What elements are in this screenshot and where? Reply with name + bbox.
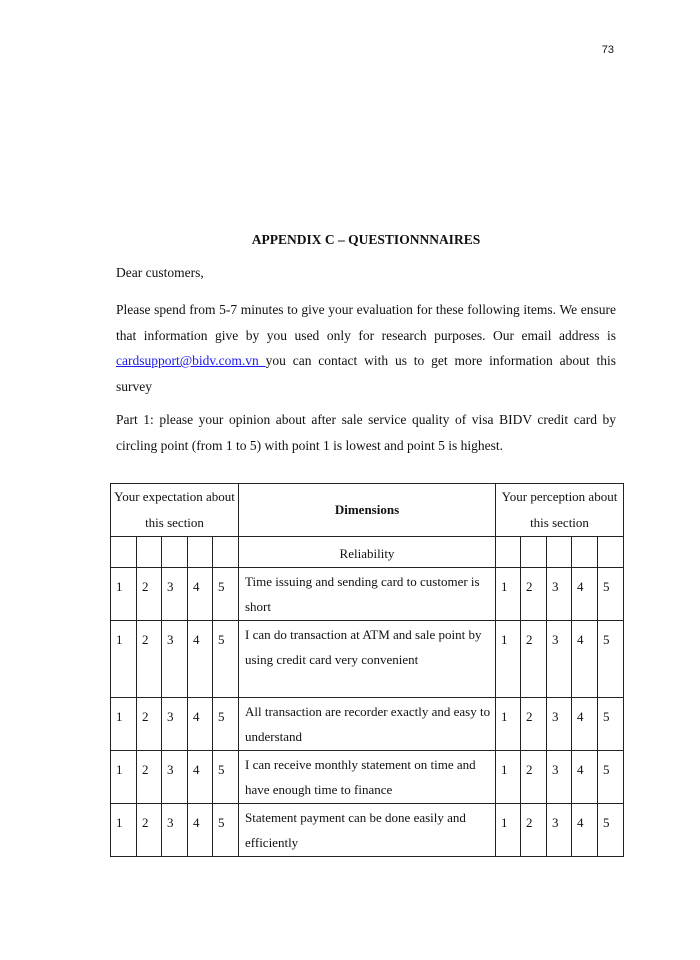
expectation-score-5[interactable]: 5	[213, 803, 239, 856]
perception-score-5[interactable]: 5	[598, 803, 624, 856]
empty-cell	[213, 537, 239, 568]
section-row	[111, 537, 624, 568]
perception-score-1[interactable]: 1	[496, 620, 521, 697]
perception-score-4[interactable]: 4	[572, 750, 598, 803]
perception-score-1[interactable]: 1	[496, 803, 521, 856]
perception-score-2[interactable]: 2	[521, 803, 547, 856]
expectation-score-1[interactable]: 1	[111, 567, 137, 620]
perception-score-3[interactable]: 3	[547, 567, 572, 620]
expectation-score-4[interactable]: 4	[188, 620, 213, 697]
dimension-item: All transaction are recorder exactly and easy to understand	[239, 697, 496, 750]
expectation-score-5[interactable]: 5	[213, 750, 239, 803]
expectation-score-4[interactable]: 4	[188, 750, 213, 803]
expectation-header: Your expectation about this section	[111, 484, 239, 537]
empty-cell	[137, 537, 162, 568]
header-row	[111, 484, 624, 537]
perception-score-5[interactable]: 5	[598, 750, 624, 803]
perception-score-2[interactable]: 2	[521, 620, 547, 697]
perception-score-4[interactable]: 4	[572, 697, 598, 750]
perception-score-1[interactable]: 1	[496, 697, 521, 750]
dimension-item: I can receive monthly statement on time and have enough time to finance	[239, 750, 496, 803]
table-row	[111, 697, 624, 750]
table-row	[111, 567, 624, 620]
empty-cell	[111, 537, 137, 568]
page-number: 73	[601, 44, 614, 56]
section-label: Reliability	[239, 537, 496, 568]
expectation-score-2[interactable]: 2	[137, 697, 162, 750]
perception-score-2[interactable]: 2	[521, 697, 547, 750]
expectation-score-1[interactable]: 1	[111, 803, 137, 856]
perception-score-1[interactable]: 1	[496, 567, 521, 620]
perception-score-3[interactable]: 3	[547, 803, 572, 856]
perception-score-3[interactable]: 3	[547, 620, 572, 697]
perception-score-2[interactable]: 2	[521, 750, 547, 803]
perception-score-4[interactable]: 4	[572, 803, 598, 856]
expectation-score-2[interactable]: 2	[137, 620, 162, 697]
dimension-item: I can do transaction at ATM and sale point by using credit card very convenient	[239, 620, 496, 697]
empty-cell	[547, 537, 572, 568]
expectation-score-2[interactable]: 2	[137, 803, 162, 856]
empty-cell	[162, 537, 188, 568]
expectation-score-4[interactable]: 4	[188, 567, 213, 620]
intro-text: Please spend from 5-7 minutes to give your evaluation for these following items. We ensure that information give by you used only for research purposes. Our email address is	[116, 302, 616, 343]
perception-score-5[interactable]: 5	[598, 567, 624, 620]
empty-cell	[572, 537, 598, 568]
dimension-item: Statement payment can be done easily and efficiently	[239, 803, 496, 856]
perception-score-5[interactable]: 5	[598, 697, 624, 750]
table-row	[111, 750, 624, 803]
table-row	[111, 620, 624, 697]
perception-header: Your perception about this section	[496, 484, 624, 537]
expectation-score-5[interactable]: 5	[213, 567, 239, 620]
expectation-score-3[interactable]: 3	[162, 567, 188, 620]
intro-text-end: you can contact with us to get more information about this survey	[116, 353, 616, 394]
perception-score-3[interactable]: 3	[547, 750, 572, 803]
dimensions-header: Dimensions	[239, 484, 496, 537]
document-body	[116, 232, 616, 464]
expectation-score-2[interactable]: 2	[137, 750, 162, 803]
perception-score-4[interactable]: 4	[572, 567, 598, 620]
expectation-score-1[interactable]: 1	[111, 620, 137, 697]
expectation-score-3[interactable]: 3	[162, 750, 188, 803]
perception-score-2[interactable]: 2	[521, 567, 547, 620]
expectation-score-3[interactable]: 3	[162, 620, 188, 697]
expectation-score-4[interactable]: 4	[188, 803, 213, 856]
email-link[interactable]: cardsupport@bidv.com.vn	[116, 353, 266, 368]
expectation-score-2[interactable]: 2	[137, 567, 162, 620]
greeting: Dear customers,	[116, 265, 204, 280]
perception-score-4[interactable]: 4	[572, 620, 598, 697]
empty-cell	[521, 537, 547, 568]
expectation-score-5[interactable]: 5	[213, 620, 239, 697]
table-row	[111, 803, 624, 856]
expectation-score-3[interactable]: 3	[162, 697, 188, 750]
perception-score-1[interactable]: 1	[496, 750, 521, 803]
part1-instructions: Part 1: please your opinion about after sale service quality of visa BIDV credit card by circling point (from 1 to 5) with point 1 is lowest and point 5 is highest.	[116, 412, 616, 453]
appendix-title: APPENDIX C – QUESTIONNNAIRES	[251, 232, 481, 247]
empty-cell	[598, 537, 624, 568]
expectation-score-3[interactable]: 3	[162, 803, 188, 856]
intro-paragraph	[116, 297, 616, 399]
empty-cell	[496, 537, 521, 568]
expectation-score-4[interactable]: 4	[188, 697, 213, 750]
expectation-score-5[interactable]: 5	[213, 697, 239, 750]
empty-cell	[188, 537, 213, 568]
expectation-score-1[interactable]: 1	[111, 697, 137, 750]
dimension-item: Time issuing and sending card to customer is short	[239, 567, 496, 620]
survey-table	[110, 483, 624, 857]
perception-score-5[interactable]: 5	[598, 620, 624, 697]
expectation-score-1[interactable]: 1	[111, 750, 137, 803]
perception-score-3[interactable]: 3	[547, 697, 572, 750]
